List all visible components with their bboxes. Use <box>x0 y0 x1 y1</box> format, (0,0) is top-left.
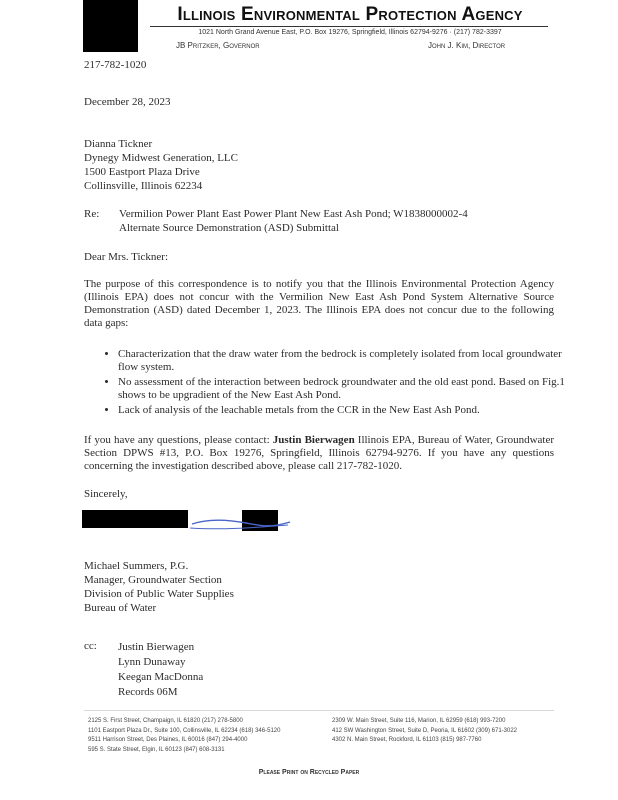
recipient-street: 1500 Eastport Plaza Drive <box>84 166 200 178</box>
signer-division: Division of Public Water Supplies <box>84 588 234 600</box>
phone-number: 217-782-1020 <box>84 59 147 71</box>
re-label: Re: <box>84 208 100 220</box>
redacted-logo <box>83 0 138 52</box>
closing: Sincerely, <box>84 488 128 500</box>
data-gap-list <box>84 348 578 419</box>
list-item: • Characterization that the draw water from the bedrock is completely isolated from local groundwater flow system. <box>118 348 578 374</box>
list-item: Lynn Dunaway <box>118 656 186 668</box>
cc-label: cc: <box>84 640 97 652</box>
re-subject-line1: Vermilion Power Plant East Power Plant New East Ash Pond; W1838000002-4 <box>119 208 468 220</box>
letterhead-rule <box>150 26 548 27</box>
contact-name: Justin Bierwagen <box>272 434 355 446</box>
signature-scribble <box>190 516 300 536</box>
contact-paragraph: If you have any questions, please contact: Justin Bierwagen Illinois EPA, Bureau of Water, Groundwater Section DPWS #13, P.O. Box 19276, Springfield, Illinois 62794-9276. If you have any questions concerning the investigation described above, please call 217-782-1020. <box>84 434 554 472</box>
signer-name: Michael Summers, P.G. <box>84 560 189 572</box>
list-item: • No assessment of the interaction between bedrock groundwater and the old east pond. Based on Fig.1 shows to be upgradient of the New East Ash Pond. <box>118 376 578 402</box>
salutation: Dear Mrs. Tickner: <box>84 251 169 263</box>
list-item: Keegan MacDonna <box>118 671 204 683</box>
list-item: Records 06M <box>118 686 178 698</box>
letter-date: December 28, 2023 <box>84 96 171 108</box>
cc-list <box>118 640 203 700</box>
director: John J. Kim, Director <box>428 41 506 50</box>
agency-name: Illinois Environmental Protection Agency <box>177 4 523 25</box>
intro-paragraph: The purpose of this correspondence is to notify you that the Illinois Environmental Protection Agency (Illinois EPA) does not concur with the Vermilion New East Ash Pond System Alternative Source Demonstration (ASD) dated December 1, 2023. The Illinois EPA does not concur due to the following data gaps: <box>84 278 554 329</box>
list-item: • Lack of analysis of the leachable metals from the CCR in the New East Ash Pond. <box>118 404 578 417</box>
recycled-note: Please Print on Recycled Paper <box>258 769 360 776</box>
recipient-company: Dynegy Midwest Generation, LLC <box>84 152 238 164</box>
agency-address: 1021 North Grand Avenue East, P.O. Box 19276, Springfield, Illinois 62794-9276 · (217) 782-3397 <box>198 29 502 36</box>
recipient-name: Dianna Tickner <box>84 138 153 150</box>
re-subject-line2: Alternate Source Demonstration (ASD) Submittal <box>119 222 339 234</box>
footer-addresses-right: 2309 W. Main Street, Suite 116, Marion, IL 62959 (618) 993-7200 412 SW Washington Street, Suite D, Peoria, IL 61602 (309) 671-3022 4302 N. Main Street, Rockford, IL 61103 (815) 987-7760 <box>332 718 517 743</box>
redacted-signature <box>82 510 188 528</box>
recipient-city: Collinsville, Illinois 62234 <box>84 180 203 192</box>
governor: JB Pritzker, Governor <box>176 41 260 50</box>
list-item: Justin Bierwagen <box>118 641 195 653</box>
footer-rule <box>84 710 554 711</box>
signer-title: Manager, Groundwater Section <box>84 574 222 586</box>
footer-addresses-left: 2125 S. First Street, Champaign, IL 61820 (217) 278-5800 1101 Eastport Plaza Dr., Suite 100, Collinsville, IL 62234 (618) 346-5120 9511 Harrison Street, Des Plaines, IL 60016 (847) 294-4000 595 S. State Street, Elgin, IL 60123 (847) 608-3131 <box>88 718 281 753</box>
signer-bureau: Bureau of Water <box>84 602 157 614</box>
